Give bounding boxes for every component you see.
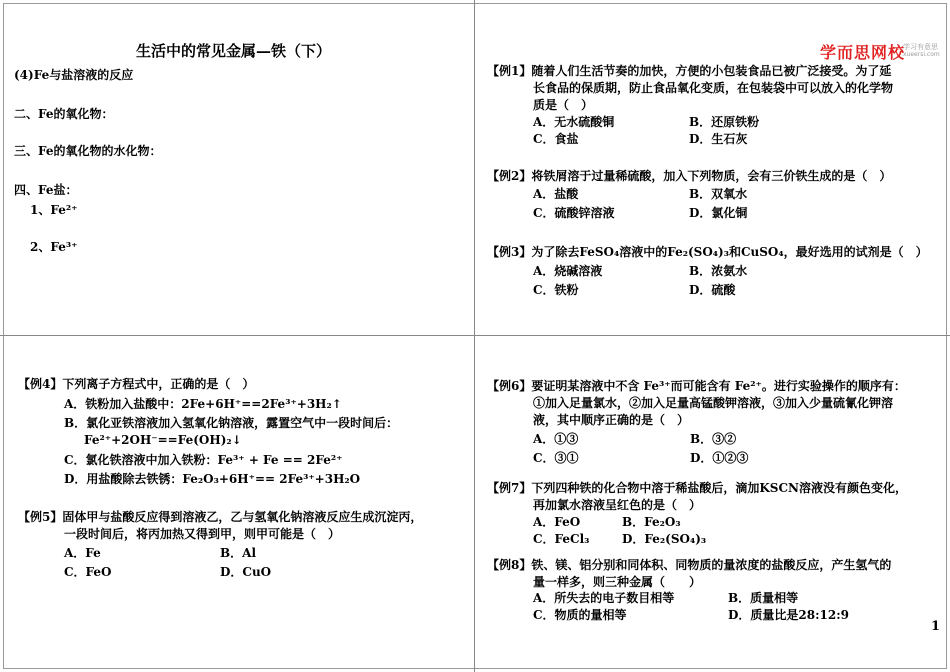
option-a: A．无水硫酸铜 — [533, 115, 615, 129]
example-1-text: 长食品的保质期，防止食品氧化变质，在包装袋中可以放入的化学物 — [533, 81, 894, 95]
example-3-text: 【例3】为了除去FeSO₄溶液中的Fe₂(SO₄)₃和CuSO₄，最好选用的试剂是（ ） — [487, 245, 928, 259]
option-a: A．FeO — [533, 515, 581, 529]
section-line: 四、Fe盐： — [14, 183, 78, 197]
option-c: C．食盐 — [533, 132, 579, 146]
option-c: C．氯化铁溶液中加入铁粉：Fe³⁺ + Fe == 2Fe²⁺ — [64, 453, 343, 467]
example-6-text: ①加入足量氯水，②加入足量高锰酸钾溶液，③加入少量硫氰化钾溶 — [533, 396, 894, 410]
option-c: C．③① — [533, 451, 579, 465]
brand-logo-name: 学而思网校 — [820, 43, 906, 62]
example-7-text: 【例7】下列四种铁的化合物中溶于稀盐酸后，滴加KSCN溶液没有颜色变化， — [487, 481, 907, 495]
option-c: C．铁粉 — [533, 283, 579, 297]
section-line: 2、Fe³⁺ — [30, 240, 78, 254]
brand-logo-tagline: 学习有意思 — [903, 43, 938, 51]
option-a: A．烧碱溶液 — [533, 264, 603, 278]
brand-logo — [820, 40, 940, 63]
option-b: B．浓氨水 — [689, 264, 748, 278]
page-number: 1 — [930, 619, 940, 634]
example-1-text: 质是（ ） — [533, 98, 594, 112]
example-6-text: 【例6】要证明某溶液中不含 Fe³⁺而可能含有 Fe²⁺。进行实验操作的顺序有： — [487, 379, 906, 393]
option-d: D．硫酸 — [689, 283, 736, 297]
option-b: B．Al — [220, 546, 257, 560]
option-d: D．①②③ — [690, 451, 749, 465]
option-b: B．Fe₂O₃ — [622, 515, 681, 529]
example-8-text: 量一样多，则三种金属（ ） — [533, 575, 702, 589]
option-d: D．CuO — [220, 565, 272, 579]
example-4-text: 【例4】下列离子方程式中，正确的是（ ） — [18, 377, 255, 391]
example-5-text: 一段时间后，将丙加热又得到甲，则甲可能是（ ） — [64, 527, 341, 541]
example-8-text: 【例8】铁、镁、铝分别和同体积、同物质的量浓度的盐酸反应，产生氢气的 — [487, 558, 892, 572]
example-2-text: 【例2】将铁屑溶于过量稀硫酸，加入下列物质，会有三价铁生成的是（ ） — [487, 169, 892, 183]
option-d: D．氯化铜 — [689, 206, 748, 220]
example-7-text: 再加氯水溶液呈红色的是（ ） — [533, 498, 702, 512]
option-c: C．FeO — [64, 565, 112, 579]
brand-logo-url: xueersi.com — [903, 51, 940, 58]
option-a: A．①③ — [533, 432, 579, 446]
option-a: A．盐酸 — [533, 187, 579, 201]
example-6-text: 液，其中顺序正确的是（ ） — [533, 413, 690, 427]
example-5-text: 【例5】固体甲与盐酸反应得到溶液乙，乙与氢氧化钠溶液反应生成沉淀丙， — [18, 510, 423, 524]
option-a: A．铁粉加入盐酸中：2Fe+6H⁺==2Fe³⁺+3H₂↑ — [64, 397, 342, 411]
option-d: D．生石灰 — [689, 132, 748, 146]
example-1-text: 【例1】随着人们生活节奏的加快，方便的小包装食品已被广泛接受。为了延 — [487, 64, 892, 78]
option-c: C．硫酸锌溶液 — [533, 206, 615, 220]
option-b: B．质量相等 — [728, 591, 799, 605]
option-b-equation: Fe²⁺+2OH⁻==Fe(OH)₂↓ — [84, 433, 242, 447]
option-b: B．双氧水 — [689, 187, 748, 201]
option-a: A．Fe — [64, 546, 101, 560]
option-b: B．③② — [690, 432, 737, 446]
section-line: 三、Fe的氧化物的水化物： — [14, 144, 162, 158]
option-d: D．Fe₂(SO₄)₃ — [622, 532, 707, 546]
option-d: D．用盐酸除去铁锈：Fe₂O₃+6H⁺== 2Fe³⁺+3H₂O — [64, 472, 361, 486]
option-a: A．所失去的电子数目相等 — [533, 591, 675, 605]
option-c: C．FeCl₃ — [533, 532, 590, 546]
option-b: B．氯化亚铁溶液加入氢氧化钠溶液，露置空气中一段时间后： — [64, 416, 399, 430]
section-line: 二、Fe的氧化物： — [14, 107, 114, 121]
section-line: (4)Fe与盐溶液的反应 — [14, 68, 134, 82]
option-d: D．质量比是28:12:9 — [728, 608, 850, 622]
section-line: 1、Fe²⁺ — [30, 203, 78, 217]
slide-title: 生活中的常见金属—铁（下） — [136, 42, 332, 60]
option-b: B．还原铁粉 — [689, 115, 760, 129]
option-c: C．物质的量相等 — [533, 608, 627, 622]
